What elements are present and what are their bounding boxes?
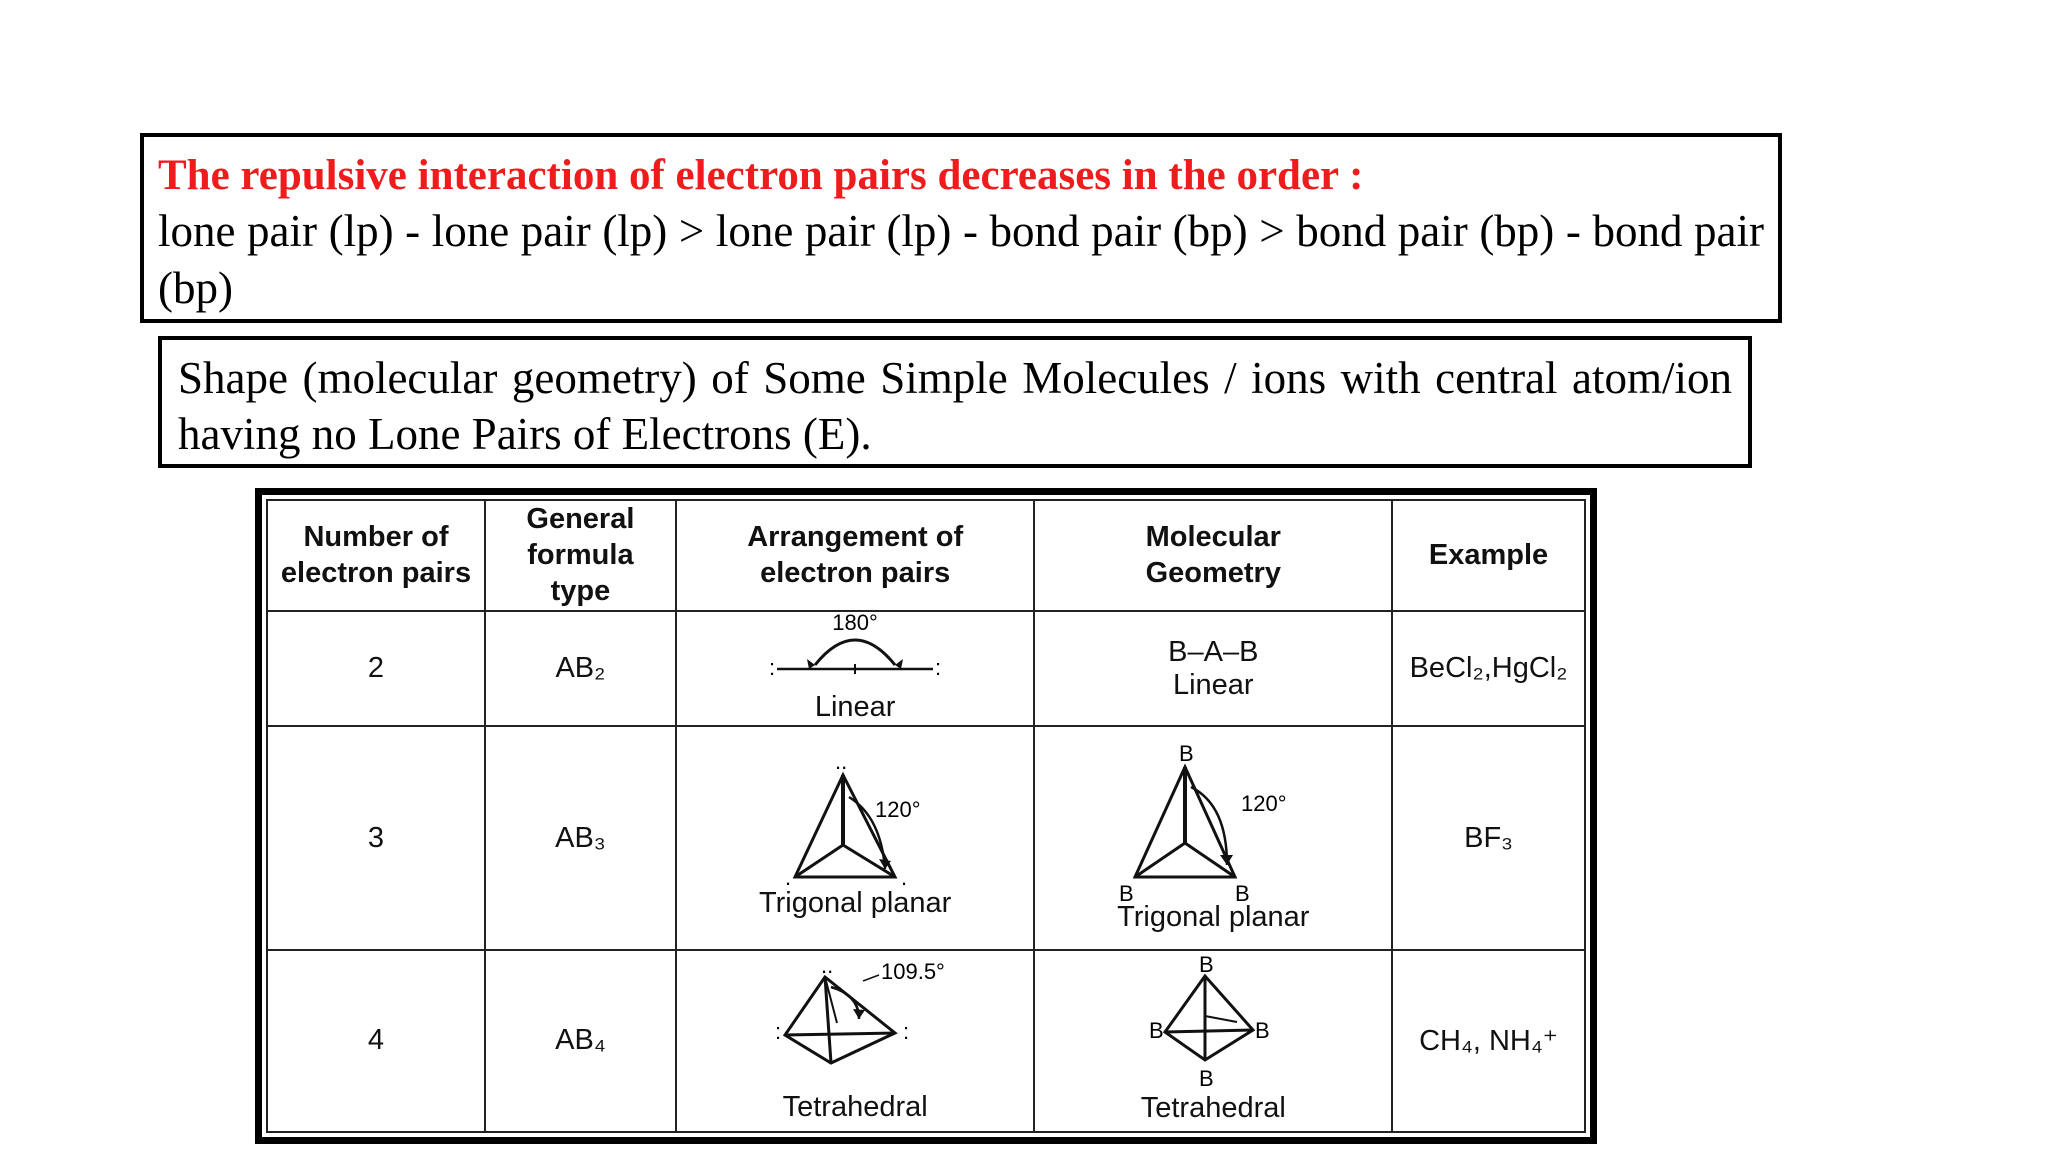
cell-geometry [1034, 611, 1392, 727]
atom-label-right: B [1255, 1018, 1270, 1044]
geometry-label: Tetrahedral [1140, 1092, 1286, 1125]
header-arrangement: Arrangement of electron pairs [676, 500, 1035, 611]
lone-pair-dots-top: .. [821, 957, 834, 979]
atom-label-right: B [1235, 880, 1250, 906]
geometry-formula: B–A–B [1168, 635, 1259, 668]
lone-pair-dots-right: : [935, 655, 942, 681]
angle-label: 180° [832, 613, 878, 636]
cell-formula: AB₄ [485, 950, 676, 1132]
lone-pair-dots-right: . [901, 864, 908, 887]
arrangement-label: Tetrahedral [782, 1091, 928, 1124]
lone-pair-dots-right: : [903, 1019, 910, 1045]
cell-formula: AB₃ [485, 726, 676, 949]
tetrahedral-geometry-diagram [1113, 956, 1313, 1096]
cell-pairs: 4 [267, 950, 485, 1132]
atom-label-left: B [1119, 880, 1134, 906]
repulsion-order-text: lone pair (lp) - lone pair (lp) > lone pair (lp) - bond pair (bp) > bond pair (bp) - bond pair (bp) [158, 206, 1764, 313]
cell-arrangement [676, 726, 1035, 949]
geometry-label: Linear [1172, 668, 1254, 701]
arrangement-label: Trigonal planar [758, 886, 952, 919]
table-row [267, 726, 1585, 949]
lone-pair-dots-left: : [769, 655, 776, 681]
cell-pairs: 2 [267, 611, 485, 727]
arrow-right-icon [895, 659, 903, 669]
arrangement-label: Linear [814, 691, 896, 724]
cell-example: CH₄, NH₄⁺ [1392, 950, 1585, 1132]
arrow-head-icon [1220, 855, 1233, 865]
cell-arrangement [676, 950, 1035, 1132]
cell-arrangement [676, 611, 1035, 727]
tetrahedral-arrangement-diagram [755, 957, 955, 1087]
angle-label: 120° [875, 796, 921, 822]
lone-pair-dots-left: : [775, 1019, 782, 1045]
repulsion-order-box [140, 133, 1782, 323]
cell-formula: AB₂ [485, 611, 676, 727]
cell-geometry [1034, 950, 1392, 1132]
bond-line-icon [785, 1033, 895, 1035]
table-row [267, 950, 1585, 1132]
linear-arrangement-diagram [755, 613, 955, 691]
geometry-label: Trigonal planar [1117, 900, 1310, 933]
header-example: Example [1392, 500, 1585, 611]
table-header-row [267, 500, 1585, 611]
vsepr-table-frame [255, 488, 1597, 1144]
leader-line [863, 975, 879, 981]
angle-arc-icon [1191, 787, 1227, 865]
lone-pair-dots-top: .. [835, 756, 848, 774]
arrow-head-icon [853, 1009, 865, 1019]
cell-pairs: 3 [267, 726, 485, 949]
angle-label: 109.5° [881, 959, 946, 985]
vsepr-table [266, 499, 1586, 1133]
atom-label-bottom: B [1199, 1066, 1214, 1092]
cell-example: BF₃ [1392, 726, 1585, 949]
bond-line-icon [1205, 1016, 1237, 1022]
atom-label-top: B [1199, 956, 1214, 978]
header-molecular-geometry: Molecular Geometry [1034, 500, 1392, 611]
angle-label: 120° [1241, 790, 1287, 816]
lone-pair-dots-left: . [785, 864, 792, 887]
section-subtitle-box [158, 336, 1752, 468]
atom-label-left: B [1149, 1018, 1164, 1044]
angle-arc-icon [815, 640, 895, 665]
bond-line-icon [1165, 1030, 1253, 1032]
header-formula-type: General formula type [485, 500, 676, 611]
arrow-left-icon [807, 659, 815, 669]
cell-geometry [1034, 726, 1392, 949]
cell-example: BeCl₂,HgCl₂ [1392, 611, 1585, 727]
atom-label-top: B [1179, 742, 1194, 766]
section-subtitle: Shape (molecular geometry) of Some Simple Molecules / ions with central atom/ion having no Lone Pairs of Electrons (E). [178, 353, 1732, 459]
repulsion-title: The repulsive interaction of electron pairs decreases in the order : [158, 152, 1364, 199]
header-electron-pairs: Number of electron pairs [267, 500, 485, 611]
trigonal-arrangement-diagram [755, 757, 955, 887]
table-row [267, 611, 1585, 727]
tetrahedron-outline-icon [1165, 976, 1253, 1060]
trigonal-geometry-diagram [1093, 743, 1333, 913]
